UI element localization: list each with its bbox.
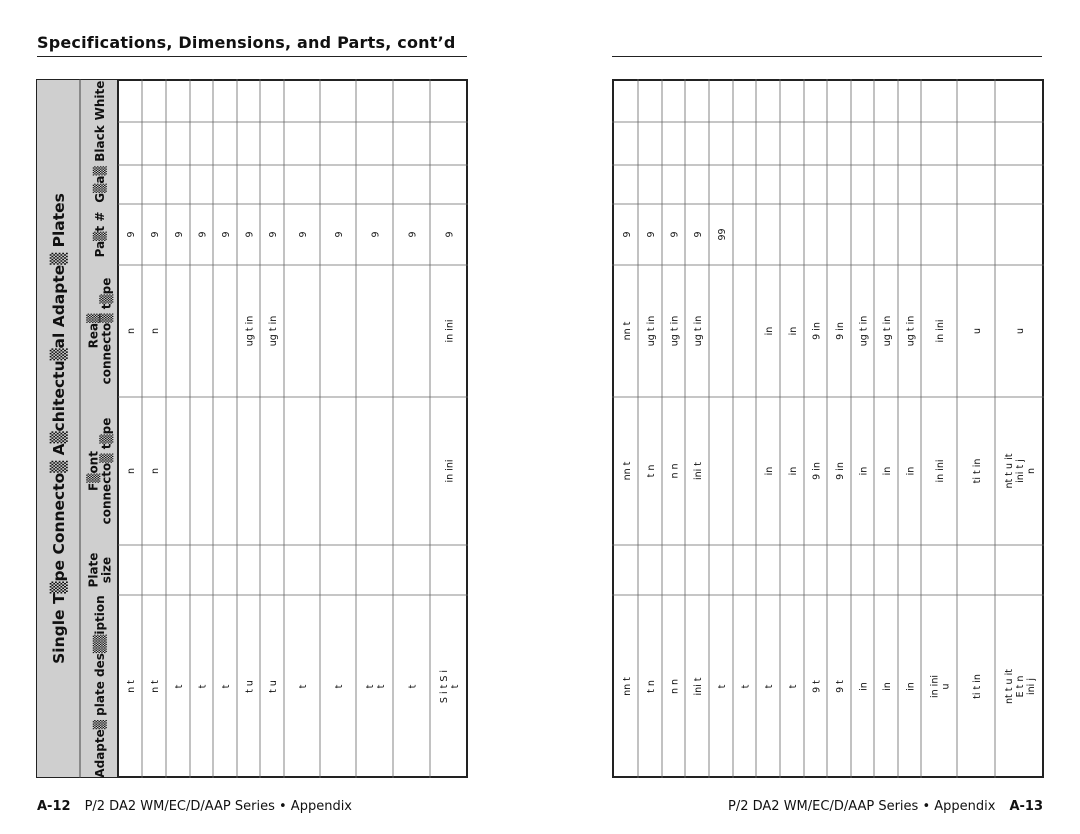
cell-rear: in ini (935, 319, 946, 343)
cell-adapter: t (740, 684, 752, 689)
cell-adapter: t (407, 684, 419, 689)
column-header-white: White (93, 80, 107, 121)
cell-adapter: t (298, 684, 309, 689)
column-header-gray: G▒a▒ (93, 166, 107, 203)
table-row (150, 231, 161, 692)
table-body (36, 79, 468, 778)
cell-adapter: S i t S it (439, 669, 461, 704)
table-row (1004, 328, 1037, 704)
cell-rear: ug t in (693, 315, 704, 347)
cell-part: 9 (444, 231, 456, 238)
cell-front: nn t (622, 461, 633, 481)
cell-front: in (905, 466, 917, 476)
cell-adapter: t u (244, 680, 256, 693)
table-row (717, 228, 728, 688)
cell-adapter: t (221, 684, 232, 689)
table-row (174, 231, 185, 688)
table-row (622, 231, 633, 695)
cell-rear: in (788, 326, 799, 336)
table-row (972, 328, 983, 699)
page-number-left: A-12 (37, 799, 71, 814)
cell-part: 99 (717, 228, 728, 241)
cell-adapter: t (174, 684, 185, 689)
footer-right-text: P/2 DA2 WM/EC/D/AAP Series • Appendix (728, 799, 996, 814)
table-title: Single T▒pe Connecto▒ A▒chitectu▒al Adapte▒ Plates (50, 193, 68, 664)
cell-rear: ug t in (646, 315, 657, 347)
footer-left (37, 799, 352, 814)
page-number-right: A-13 (1009, 799, 1043, 814)
cell-part: 9 (646, 231, 657, 238)
cell-front: ini t (693, 461, 704, 481)
table-row (198, 231, 209, 688)
cell-front: n (150, 467, 161, 475)
table-row (764, 327, 775, 689)
cell-adapter: t n (646, 680, 657, 693)
table-row (788, 327, 799, 689)
cell-part: 9 (298, 231, 309, 238)
cell-adapter: 9 t (835, 680, 846, 693)
cell-part: 9 (150, 231, 161, 238)
cell-part: 9 (197, 231, 209, 238)
cell-rear: ug t in (669, 315, 681, 347)
table-row (741, 684, 752, 688)
right-adapter-plates-table (612, 79, 1044, 778)
cell-front: n n (669, 463, 681, 479)
cell-rear: n (126, 327, 137, 335)
cell-front: in (764, 466, 775, 476)
table-row (126, 231, 137, 692)
cell-front: ti t in (972, 458, 983, 484)
cell-rear: ug t in (905, 315, 917, 347)
table-row (268, 231, 279, 692)
cell-rear: ug t in (244, 315, 256, 347)
left-adapter-plates-table (36, 79, 468, 778)
cell-rear: ug t in (882, 315, 893, 347)
cell-rear: nn t (622, 321, 633, 341)
table-border (613, 80, 1043, 777)
cell-adapter: in (882, 682, 893, 691)
footer-right (728, 799, 1043, 814)
cell-rear: n (150, 327, 161, 335)
table-row (245, 231, 256, 692)
table-row (693, 231, 704, 695)
cell-front: in (882, 466, 893, 476)
cell-rear: ug t in (858, 315, 870, 347)
cell-front: in (858, 466, 870, 476)
table-row (670, 231, 681, 694)
table-row (812, 322, 823, 693)
table-row (365, 231, 387, 688)
cell-adapter: t (764, 684, 775, 689)
column-header-black: Black (93, 125, 107, 162)
cell-part: 9 (221, 231, 232, 238)
column-header-rear: Rea▒connecto▒ t▒pe (86, 277, 114, 385)
column-header-front: F▒ontconnecto▒ t▒pe (86, 417, 114, 525)
cell-adapter: in (905, 682, 917, 691)
cell-adapter: ti t in (972, 674, 983, 699)
table-row (408, 231, 419, 688)
cell-front: in ini (935, 459, 946, 483)
cell-front: in ini (444, 459, 456, 483)
cell-adapter: t (717, 684, 728, 689)
cell-adapter: 9 t (811, 680, 823, 693)
cell-part: 9 (334, 231, 345, 238)
table-row (646, 231, 657, 692)
cell-rear: u (972, 327, 983, 335)
cell-adapter: t u (268, 680, 279, 693)
cell-part: 9 (622, 231, 633, 238)
cell-adapter: nn t (622, 677, 633, 696)
table-body (612, 79, 1044, 778)
page-title: Specifications, Dimensions, and Parts, cont’d (37, 33, 456, 52)
cell-rear: 9 in (835, 322, 846, 340)
cell-adapter: n t (126, 680, 137, 693)
table-row (221, 231, 232, 688)
cell-part: 9 (126, 231, 137, 238)
cell-front: t n (646, 464, 657, 478)
column-header-size: Platesize (86, 552, 114, 588)
table-row (298, 231, 309, 688)
cell-front: nt t u itini t jn (1004, 453, 1037, 489)
cell-part: 9 (407, 231, 419, 238)
table-row (882, 316, 893, 691)
cell-front: n (126, 467, 137, 475)
cell-front: 9 in (811, 462, 823, 480)
cell-adapter: t (334, 684, 345, 689)
cell-adapter: in (858, 682, 870, 691)
cell-rear: in ini (444, 319, 456, 343)
cell-rear: ug t in (268, 315, 279, 347)
cell-adapter: nt t u itE t nini j (1004, 669, 1037, 704)
table-row (334, 231, 345, 688)
cell-part: 9 (370, 231, 382, 238)
cell-rear: 9 in (811, 322, 823, 340)
cell-adapter: t (197, 684, 209, 689)
cell-adapter: n t (150, 680, 161, 693)
cell-adapter: tt (365, 684, 387, 689)
cell-adapter: n n (669, 678, 681, 695)
cell-part: 9 (244, 231, 256, 238)
table-row (930, 320, 952, 698)
cell-part: 9 (268, 231, 279, 238)
cell-rear: in (764, 326, 775, 336)
cell-part: 9 (693, 231, 704, 238)
table-row (439, 231, 461, 703)
table-row (906, 316, 917, 691)
cell-part: 9 (174, 231, 185, 238)
cell-adapter: ini t (693, 677, 704, 696)
title-rule (37, 56, 467, 57)
cell-front: 9 in (835, 462, 846, 480)
table-row (835, 322, 846, 693)
column-header-part: Pa▒t # (93, 211, 107, 258)
cell-rear: u (1015, 327, 1026, 335)
cell-adapter: t (788, 684, 799, 689)
table-row (859, 316, 870, 691)
column-header-adapter: Adapte▒ plate des▒▒iption (93, 595, 107, 778)
title-rule-right (612, 56, 1042, 57)
cell-adapter: in iniu (929, 675, 952, 698)
footer-left-text: P/2 DA2 WM/EC/D/AAP Series • Appendix (84, 799, 352, 814)
cell-front: in (788, 466, 799, 476)
cell-part: 9 (669, 231, 681, 238)
